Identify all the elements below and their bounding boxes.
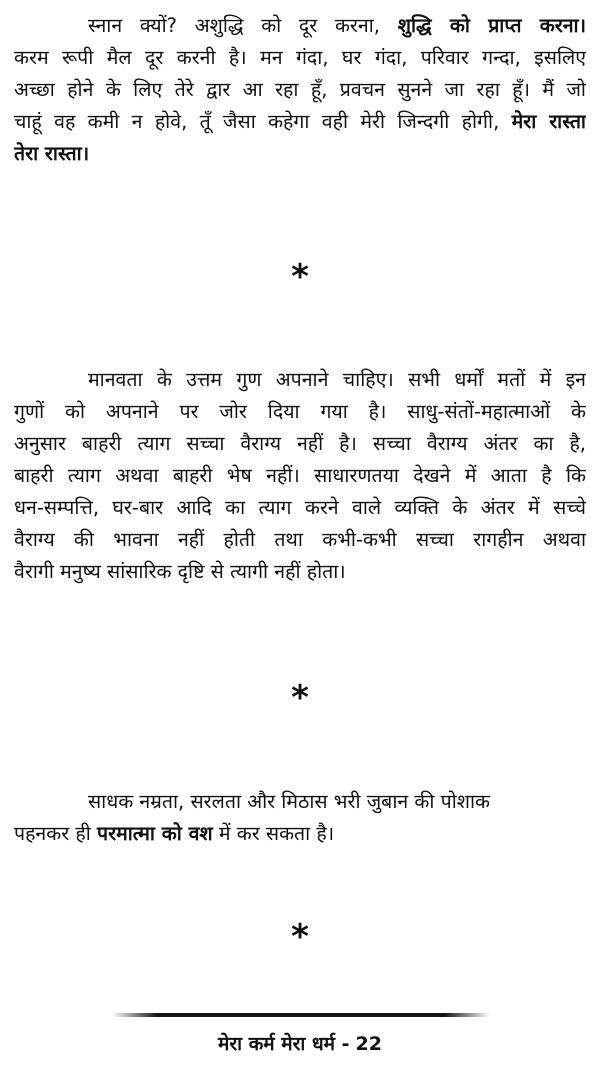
section-separator: * [291, 917, 309, 957]
paragraph-1 [14, 10, 586, 170]
text-line: बाहरी त्याग अथवा बाहरी भेष नहीं। साधारणतया देखने में आता है कि [14, 464, 586, 487]
text-line: वैराग्य की भावना नहीं होती तथा कभी-कभी सच्चा रागहीन अथवा [14, 528, 586, 551]
text-segment: स्नान क्यों? अशुद्धि को दूर करना, [88, 14, 398, 37]
text-line: अनुसार बाहरी त्याग सच्चा वैराग्य नहीं है। सच्चा वैराग्य अंतर का है, [14, 432, 586, 455]
bold-phrase: परमात्मा को वश [97, 822, 213, 845]
text-line: वैरागी मनुष्य सांसारिक दृष्टि से त्यागी नहीं होता। [14, 560, 346, 583]
text-segment: पहनकर ही [14, 822, 98, 845]
paragraph-2 [14, 364, 586, 588]
footer-divider [112, 1013, 490, 1017]
text-segment: में कर सकता है। [212, 822, 335, 845]
bold-phrase: मेरा रास्ता [511, 110, 586, 133]
section-separator: * [291, 257, 309, 297]
text-line: गुणों को अपनाने पर जोर दिया गया है। साधु-संतों-महात्माओं के [14, 400, 586, 423]
text-line [14, 106, 586, 138]
bold-phrase: तेरा रास्ता। [14, 142, 90, 165]
page-footer [0, 1030, 600, 1058]
paragraph-3 [14, 786, 586, 850]
text-line: धन-सम्पत्ति, घर-बार आदि का त्याग करने वाले व्यक्ति के अंतर में सच्चे [14, 496, 586, 519]
book-title: मेरा कर्म मेरा धर्म - [218, 1033, 350, 1055]
text-line: मानवता के उत्तम गुण अपनाने चाहिए। सभी धर्मों मतों में इन [88, 368, 586, 391]
text-line: साधक नम्रता, सरलता और मिठास भरी जुबान की पोशाक [88, 790, 491, 813]
text-line [14, 818, 586, 850]
bold-phrase: शुद्धि को प्राप्त करना। [397, 14, 586, 37]
text-segment: चाहूं वह कमी न होवे, तूँ जैसा कहेगा वही मेरी जिन्दगी होगी, [14, 110, 512, 133]
text-line: अच्छा होने के लिए तेरे द्वार आ रहा हूँ, प्रवचन सुनने जा रहा हूँ। मैं जो [14, 78, 586, 101]
text-line: करम रूपी मैल दूर करनी है। मन गंदा, घर गंदा, परिवार गन्दा, इसलिए [14, 46, 586, 69]
section-separator: * [291, 678, 309, 718]
text-line [14, 10, 586, 42]
page-number: 22 [355, 1033, 382, 1055]
